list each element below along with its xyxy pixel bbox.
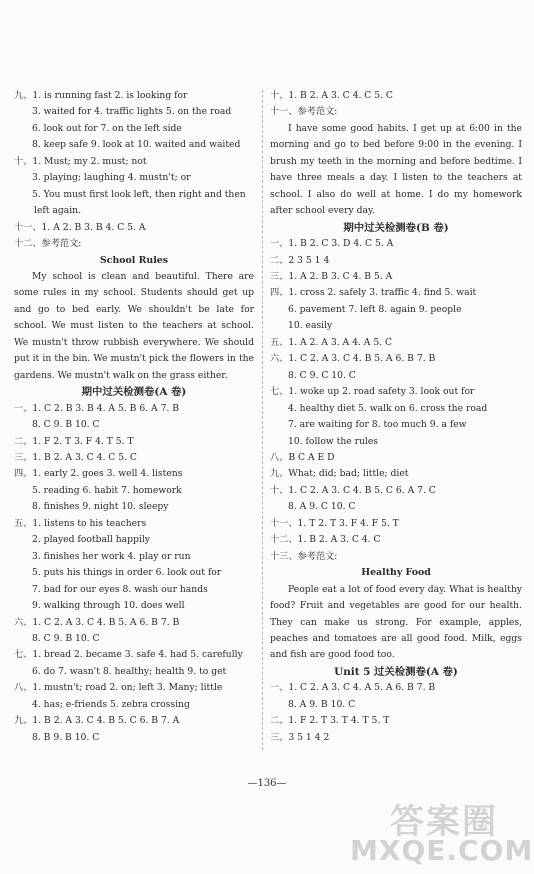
answer-line: 二、1. F 2. T 3. F 4. T 5. T <box>14 435 134 447</box>
essay-paragraph: My school is clean and beautiful. There are some rules in my school. Students should get up and go to bed early. We shouldn't be late for school. We must listen to the teachers at school. We mustn't throw rubbish everywhere. We should put it in the bin. We mustn't pick the flowers in the gardens. We mustn't walk on the grass either. <box>14 270 254 381</box>
answer-line: 五、1. listens to his teachers <box>14 517 147 529</box>
answer-line: 2. played football happily <box>32 534 150 546</box>
answer-line: 三、3 5 1 4 2 <box>270 731 330 743</box>
answer-line: 七、1. bread 2. became 3. safe 4. had 5. carefully <box>14 649 243 661</box>
answer-column-left <box>14 88 254 746</box>
answer-line: 8. A 9. B 10. C <box>288 698 356 710</box>
answer-line: 一、1. C 2. A 3. C 4. A 5. A 6. B 7. B <box>270 682 436 694</box>
watermark-url: MXQE.COM <box>350 834 534 867</box>
answer-line: 8. finishes 9. night 10. sleepy <box>32 501 169 513</box>
answer-line: 6. do 7. wasn't 8. healthy; health 9. to get <box>32 665 227 677</box>
answer-line: 6. look out for 7. on the left side <box>32 122 182 134</box>
answer-line: 十二、参考范文: <box>14 238 82 250</box>
answer-line: 7. bad for our eyes 8. wash our hands <box>32 583 208 595</box>
column-divider <box>262 90 263 750</box>
answer-line: 7. are waiting for 8. too much 9. a few <box>288 419 467 431</box>
answer-line: 6. pavement 7. left 8. again 9. people <box>288 303 462 315</box>
answer-line: 三、1. A 2. B 3. C 4. B 5. A <box>270 270 393 282</box>
answer-line: 4. has; e-friends 5. zebra crossing <box>32 698 190 710</box>
answer-line: 八、1. mustn't; road 2. on; left 3. Many; little <box>14 682 223 694</box>
answer-line: 十二、1. B 2. A 3. C 4. C <box>270 534 381 546</box>
answer-line: 五、1. A 2. A 3. A 4. A 5. C <box>270 336 393 348</box>
essay-title: School Rules <box>99 254 169 266</box>
answer-line: 八、B C A E D <box>270 451 335 463</box>
answer-line: 十一、参考范文: <box>270 106 338 118</box>
answer-line: 8. B 9. B 10. C <box>32 731 100 743</box>
answer-line: 二、2 3 5 1 4 <box>270 254 330 266</box>
answer-line: 3. playing; laughing 4. mustn't; or <box>32 172 191 184</box>
answer-line: 三、1. B 2. A 3. C 4. C 5. C <box>14 451 137 463</box>
answer-line: 十、1. Must; my 2. must; not <box>14 155 147 167</box>
answer-line: 七、1. woke up 2. road safety 3. look out for <box>270 386 475 398</box>
answer-line: 5. You must first look left, then right and then <box>32 188 246 200</box>
section-heading: 期中过关检测卷(A 卷) <box>81 386 187 399</box>
answer-line: 六、1. C 2. A 3. C 4. B 5. A 6. B 7. B <box>270 353 436 365</box>
answer-line: 十一、1. A 2. B 3. B 4. C 5. A <box>14 221 146 233</box>
answer-line: 九、What; did; bad; little; diet <box>270 468 409 480</box>
answer-line: 十、1. B 2. A 3. C 4. C 5. C <box>270 90 393 101</box>
answer-line: 5. puts his things in order 6. look out for <box>32 567 222 579</box>
answer-line: 10. easily <box>288 320 333 332</box>
answer-line: 四、1. cross 2. safely 3. traffic 4. find 5. wait <box>270 287 477 299</box>
page-number: —136— <box>247 778 287 789</box>
watermark <box>350 800 534 870</box>
essay-paragraph: People eat a lot of food every day. What is healthy food? Fruit and vegetables are good for our health. They can make us strong. For example, apples, peaches and tomatoes are all good food. Milk, eggs and fish are good food too. <box>270 583 522 661</box>
answer-line: 十一、1. T 2. T 3. F 4. F 5. T <box>270 517 399 529</box>
section-heading: 期中过关检测卷(B 卷) <box>343 221 449 234</box>
answer-line: 六、1. C 2. A 3. C 4. B 5. A 6. B 7. B <box>14 616 180 628</box>
answer-line: 十、1. C 2. A 3. C 4. B 5. C 6. A 7. C <box>270 484 436 496</box>
answer-line: 10. follow the rules <box>288 435 379 447</box>
section-heading: Unit 5 过关检测卷(A 卷) <box>334 665 458 678</box>
answer-line: 九、1. B 2. A 3. C 4. B 5. C 6. B 7. A <box>14 715 180 727</box>
answer-column-right <box>270 88 522 746</box>
answer-line: 九、1. is running fast 2. is looking for <box>14 90 188 101</box>
answer-line: 十三、参考范文: <box>270 550 338 562</box>
answer-line: 8. A 9. C 10. C <box>288 501 356 513</box>
answer-line: 3. finishes her work 4. play or run <box>32 550 191 562</box>
watermark-logo-text: 答案圈 <box>390 802 498 842</box>
answer-line: 5. reading 6. habit 7. homework <box>32 484 182 496</box>
answer-line: 8. C 9. C 10. C <box>288 369 356 381</box>
answer-line: 8. keep safe 9. look at 10. waited and waited <box>32 139 241 151</box>
essay-paragraph: I have some good habits. I get up at 6:00 in the morning and go to bed before 9:00 in the evening. I brush my teeth in the morning and before bedtime. I have three meals a day. I listen to the teachers at school. I also do well at home. I do my homework after school every day. <box>270 122 522 217</box>
answer-line: 9. walking through 10. does well <box>32 600 185 612</box>
answer-line: 四、1. early 2. goes 3. well 4. listens <box>14 468 183 480</box>
answer-line: 4. healthy diet 5. walk on 6. cross the road <box>288 402 488 414</box>
answer-line: 8. C 9. B 10. C <box>32 419 100 431</box>
answer-line: 8. C 9. B 10. C <box>32 632 100 644</box>
answer-line: 二、1. F 2. T 3. T 4. T 5. T <box>270 715 390 727</box>
answer-line: 3. waited for 4. traffic lights 5. on the road <box>32 106 232 118</box>
essay-title: Healthy Food <box>361 567 431 579</box>
answer-line: 一、1. B 2. C 3. D 4. C 5. A <box>270 238 394 250</box>
answer-line: left again. <box>34 205 82 217</box>
answer-line: 一、1. C 2. B 3. B 4. A 5. B 6. A 7. B <box>14 402 180 414</box>
